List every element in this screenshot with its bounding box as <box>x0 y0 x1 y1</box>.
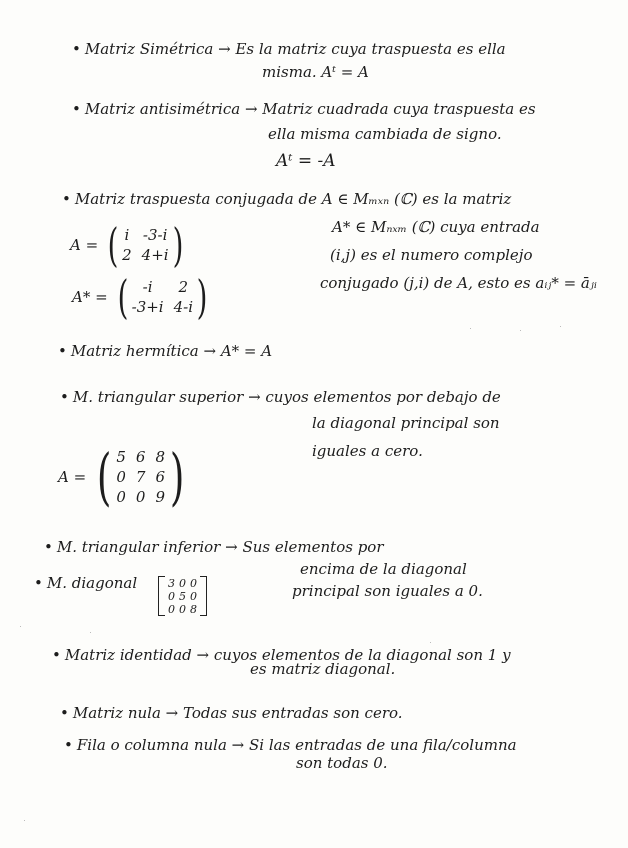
triangular-superior-line1: • M. triangular superior → cuyos elementos por debajo de <box>60 388 501 406</box>
matrix-a: A = ( i -3-i 2 4+i ) <box>70 218 183 272</box>
matrix-cell: 0 <box>116 488 126 506</box>
matrix-cell: 8 <box>190 602 197 616</box>
matrix-cell: 2 <box>122 246 132 264</box>
matrix-a-star-grid <box>132 278 193 316</box>
matrix-ts-label: A = <box>58 468 87 486</box>
matrix-cell: 8 <box>155 448 166 466</box>
antisimetrica-line1: • Matriz antisimétrica → Matriz cuadrada cuya traspuesta es <box>72 100 536 118</box>
matrix-cell: -3-i <box>142 226 168 244</box>
matrix-cell: 2 <box>178 278 189 296</box>
matrix-a-star: A* = ( -i 2 -3+i 4-i ) <box>72 270 208 324</box>
matrix-cell: 6 <box>135 448 146 466</box>
matrix-cell: i <box>124 226 130 244</box>
matrix-cell: 4+i <box>141 246 169 264</box>
matrix-cell: -i <box>142 278 153 296</box>
matrix-diagonal <box>158 576 207 616</box>
matrix-cell: 4-i <box>173 298 194 316</box>
antisimetrica-formula: Aᵗ = -A <box>276 151 336 171</box>
identidad-line1: • Matriz identidad → cuyos elementos de la diagonal son 1 y <box>52 646 511 664</box>
matrix-cell: -3+i <box>131 298 164 316</box>
conjugada-line4: conjugado (j,i) de A, esto es aᵢⱼ* = āⱼᵢ <box>320 274 597 292</box>
identidad-line2: es matriz diagonal. <box>250 660 396 678</box>
paper-speck <box>90 632 91 633</box>
triangular-superior-line2: la diagonal principal son <box>312 414 500 432</box>
matrix-cell: 0 <box>190 589 197 603</box>
conjugada-line3: (i,j) es el numero complejo <box>330 246 533 264</box>
matrix-cell: 3 <box>168 576 175 590</box>
triangular-inferior-line1: • M. triangular inferior → Sus elementos por <box>44 538 384 556</box>
matrix-cell: 0 <box>190 576 197 590</box>
hermitica-line1: • Matriz hermítica → A* = A <box>58 342 273 360</box>
antisimetrica-line2: ella misma cambiada de signo. <box>268 125 502 143</box>
triangular-inferior-line2: encima de la diagonal <box>300 560 467 578</box>
conjugada-line1: • Matriz traspuesta conjugada de A ∈ Mₘₓₙ (ℂ) es la matriz <box>62 190 512 208</box>
matrix-cell: 0 <box>116 468 126 486</box>
matrix-diagonal-grid <box>165 577 200 616</box>
matrix-a-star-label: A* = <box>72 288 108 306</box>
nula-line1: • Matriz nula → Todas sus entradas son cero. <box>60 704 403 722</box>
diagonal-line1: • M. diagonal <box>34 574 138 592</box>
paper-speck <box>20 626 21 627</box>
matrix-a-label: A = <box>70 236 99 254</box>
matrix-cell: 0 <box>135 488 146 506</box>
matrix-triangular-superior: A = ( 5 6 8 0 7 6 0 0 9 ) <box>58 440 185 513</box>
matrix-ts-grid <box>116 448 165 506</box>
conjugada-line2: A* ∈ Mₙₓₘ (ℂ) cuya entrada <box>332 218 540 236</box>
fila-columna-line1: • Fila o columna nula → Si las entradas de una fila/columna <box>64 736 517 754</box>
bullet: • <box>72 40 81 58</box>
paper-speck <box>520 330 521 331</box>
matrix-cell: 0 <box>168 589 175 603</box>
matrix-cell: 5 <box>179 589 186 603</box>
matrix-cell: 0 <box>168 602 175 616</box>
paper-speck <box>560 326 561 327</box>
matrix-cell: 5 <box>116 448 126 466</box>
matrix-cell: 0 <box>179 602 186 616</box>
matrix-cell: 6 <box>155 468 166 486</box>
paper-speck <box>430 642 431 643</box>
fila-columna-line2: son todas 0. <box>296 754 388 772</box>
matrix-cell: 9 <box>155 488 166 506</box>
matrix-cell: 0 <box>179 576 186 590</box>
matrix-cell: 7 <box>135 468 146 486</box>
paper-speck <box>24 820 25 821</box>
paper-speck <box>470 328 471 329</box>
simetrica-line1: • Matriz Simétrica → Es la matriz cuya traspuesta es ella <box>72 40 506 58</box>
simetrica-line2: misma. Aᵗ = A <box>262 63 369 81</box>
diagonal-line2: principal son iguales a 0. <box>292 582 483 600</box>
triangular-superior-line3: iguales a cero. <box>312 442 423 460</box>
matrix-a-grid <box>122 226 168 264</box>
